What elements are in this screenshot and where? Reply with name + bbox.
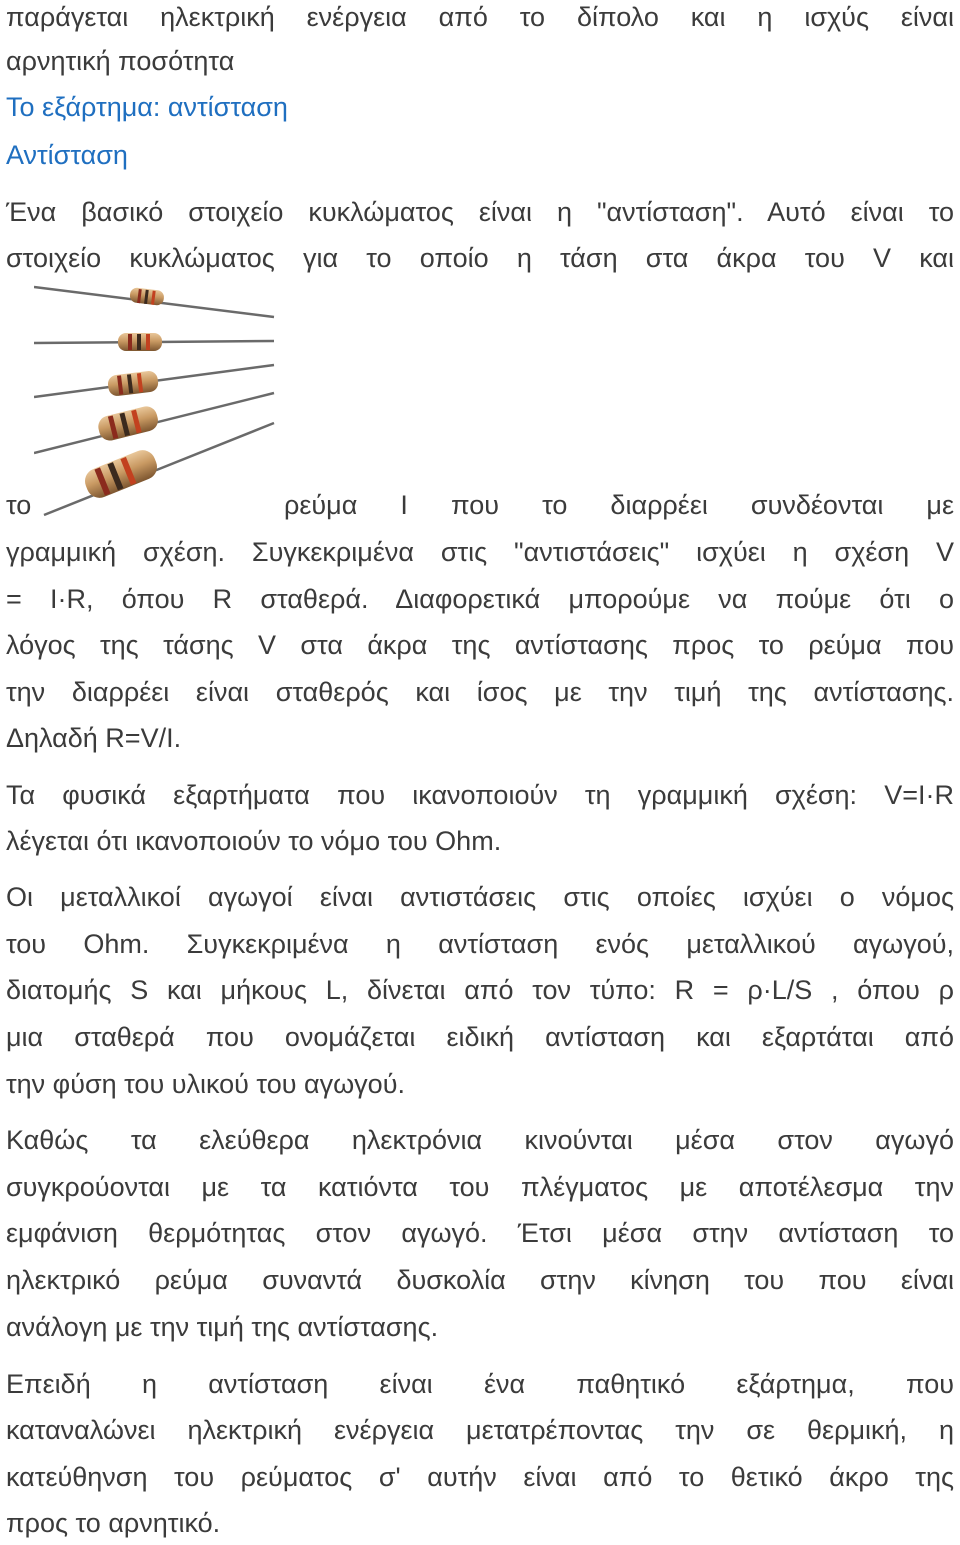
paragraph-line: αρνητική ποσότητα [6,46,235,76]
paragraph-line: συγκρούονται με τα κατιόντα του πλέγματος με αποτέλεσμα την [6,1172,954,1202]
paragraph-line: Ένα βασικό στοιχείο κυκλώματος είναι η "αντίσταση". Αυτό είναι το [6,197,954,227]
paragraph-line: λόγος της τάσης V στα άκρα της αντίστασης προς το ρεύμα που [6,630,954,660]
paragraph-line: ηλεκτρικό ρεύμα συναντά δυσκολία στην κίνηση του που είναι [6,1265,954,1295]
paragraph-line: = I·R, όπου R σταθερά. Διαφορετικά μπορούμε να πούμε ότι ο [6,584,954,614]
paragraph-line: προς το αρνητικό. [6,1508,221,1538]
paragraph-line: ρεύμα Ι που το διαρρέει συνδέονται με [284,490,954,520]
paragraph-line: καταναλώνει ηλεκτρική ενέργεια μετατρέποντας την σε θερμική, η [6,1415,954,1445]
resistor-3 [34,365,274,397]
paragraph-line: παράγεται ηλεκτρική ενέργεια από το δίπολο και η ισχύς είναι [6,2,954,32]
paragraph-line: Καθώς τα ελεύθερα ηλεκτρόνια κινούνται μέσα στον αγωγό [6,1125,954,1155]
paragraph-line: Οι μεταλλικοί αγωγοί είναι αντιστάσεις στις οποίες ισχύει ο νόμος [6,882,954,912]
paragraph-line: ανάλογη με την τιμή της αντίστασης. [6,1312,439,1342]
resistors-image [34,283,278,518]
section-heading: Το εξάρτημα: αντίσταση [6,92,288,122]
paragraph-line: Επειδή η αντίσταση είναι ένα παθητικό εξάρτημα, που [6,1369,954,1399]
resistor-4 [34,393,274,453]
paragraph-line: γραμμική σχέση. Συγκεκριμένα στις "αντιστάσεις" ισχύει η σχέση V [6,537,954,567]
paragraph-line: μια σταθερά που ονομάζεται ειδική αντίσταση και εξαρτάται από [6,1022,954,1052]
resistors-icon [34,283,278,518]
paragraph-line: διατομής S και μήκους L, δίνεται από τον τύπο: R = ρ·L/S , όπου ρ [6,975,954,1005]
paragraph-line: Δηλαδή R=V/I. [6,723,182,753]
paragraph-line: την φύση του υλικού του αγωγού. [6,1069,405,1099]
paragraph-line: στοιχείο κυκλώματος για το οποίο η τάση στα άκρα του V και [6,243,954,273]
resistor-1 [34,287,274,317]
paragraph-line: εμφάνιση θερμότητας στον αγωγό. Έτσι μέσα στην αντίσταση το [6,1218,954,1248]
subsection-heading: Αντίσταση [6,140,128,170]
paragraph-line: του Ohm. Συγκεκριμένα η αντίσταση ενός μεταλλικού αγωγού, [6,929,954,959]
paragraph-line: κατεύθηνση του ρεύματος σ' αυτήν είναι από το θετικό άκρο της [6,1462,954,1492]
resistor-2 [34,333,274,351]
paragraph-fragment: το [6,490,32,520]
paragraph-line: λέγεται ότι ικανοποιούν το νόμο του Ohm. [6,826,502,856]
paragraph-line: την διαρρέει είναι σταθερός και ίσος με την τιμή της αντίστασης. [6,677,954,707]
paragraph-line: Τα φυσικά εξαρτήματα που ικανοποιούν τη γραμμική σχέση: V=I·R [6,780,954,810]
